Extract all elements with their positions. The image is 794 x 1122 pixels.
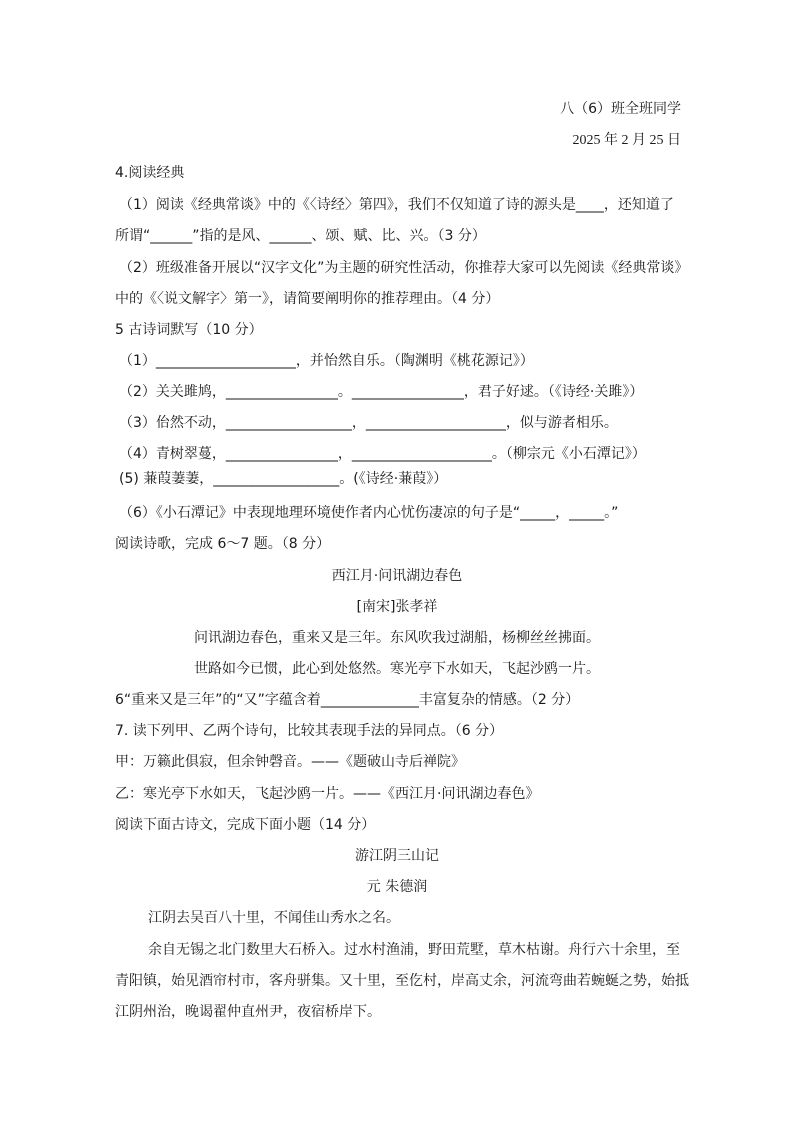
- prose-title: 游江阴三山记: [355, 848, 439, 864]
- date: 2025 年 2 月 25 日: [572, 133, 681, 148]
- q5-item-4: （4）青树翠蔓，________________，____________________。（柳宗元《小石潭记》）: [119, 446, 646, 462]
- q7-yi: 乙：寒光亭下水如天，飞起沙鸥一片。——《西江月·问讯湖边春色》: [115, 786, 540, 802]
- q5-item-3: （3）佁然不动，__________________，____________________，似与游者相乐。: [119, 415, 618, 431]
- prose-para-2-line-1: 余自无锡之北门数里大石桥入。过水村渔浦，野田荒墅，草木枯谢。舟行六十余里，至: [148, 942, 680, 958]
- q7-jia: 甲：万籁此俱寂，但余钟磬音。——《题破山寺后禅院》: [115, 754, 465, 770]
- q4-part1-line1: （1）阅读《经典常谈》中的《〈诗经〉第四》，我们不仅知道了诗的源头是____，还知道了: [119, 197, 674, 213]
- prose-para-2-line-2: 青阳镇，始见酒帘村市，客舟骈集。又十里，至仡村，岸高丈余，河流弯曲若蜿蜒之势，始抵: [115, 973, 689, 989]
- signature: 八（6）班全班同学: [560, 101, 681, 117]
- q7-title: 7. 读下列甲、乙两个诗句，比较其表现手法的异同点。（6 分）: [115, 723, 504, 739]
- q5-title: 5 古诗词默写（10 分）: [115, 322, 263, 338]
- q6: 6“重来又是三年”的“又”字蕴含着______________丰富复杂的情感。（2 分）: [115, 692, 580, 708]
- prose-author: 元 朱德润: [366, 879, 428, 895]
- prose-intro: 阅读下面古诗文，完成下面小题（14 分）: [115, 817, 376, 833]
- q5-item-6: （6）《小石潭记》中表现地理环境使作者内心忧伤凄凉的句子是“_____，_____。”: [119, 505, 619, 521]
- q5-item-5: (5) 蒹葭萋萋，__________________。(《诗经·蒹葭》）: [119, 471, 448, 487]
- poem-line-2: 世路如今已惯，此心到处悠然。寒光亭下水如天，飞起沙鸥一片。: [194, 661, 600, 677]
- q4-part2-line1: （2）班级准备开展以“汉字文化”为主题的研究性活动，你推荐大家可以先阅读《经典常谈》: [119, 260, 689, 276]
- prose-para-2-line-3: 江阴州治，晚谒翟仲直州尹，夜宿桥岸下。: [115, 1004, 381, 1020]
- q4-part2-line2: 中的《〈说文解字〉第一》，请简要阐明你的推荐理由。（4 分）: [115, 291, 500, 307]
- poem-author: [南宋]张孝祥: [356, 599, 438, 615]
- q4-part1-line2: 所谓“______”指的是风、______、颂、赋、比、兴。（3 分）: [115, 228, 486, 244]
- poem-intro: 阅读诗歌，完成 6～7 题。（8 分）: [115, 536, 331, 552]
- q5-item-1: （1）____________________，并怡然自乐。（陶渊明《桃花源记》）: [119, 353, 534, 369]
- q4-title: 4.阅读经典: [115, 165, 185, 181]
- poem-title: 西江月·问讯湖边春色: [331, 568, 463, 584]
- q5-item-2: （2）关关雎鸠，________________。________________，君子好逑。（《诗经·关雎》）: [119, 384, 644, 400]
- poem-line-1: 问讯湖边春色，重来又是三年。东风吹我过湖船，杨柳丝丝拂面。: [194, 630, 600, 646]
- prose-para-1: 江阴去吴百八十里，不闻佳山秀水之名。: [148, 910, 400, 926]
